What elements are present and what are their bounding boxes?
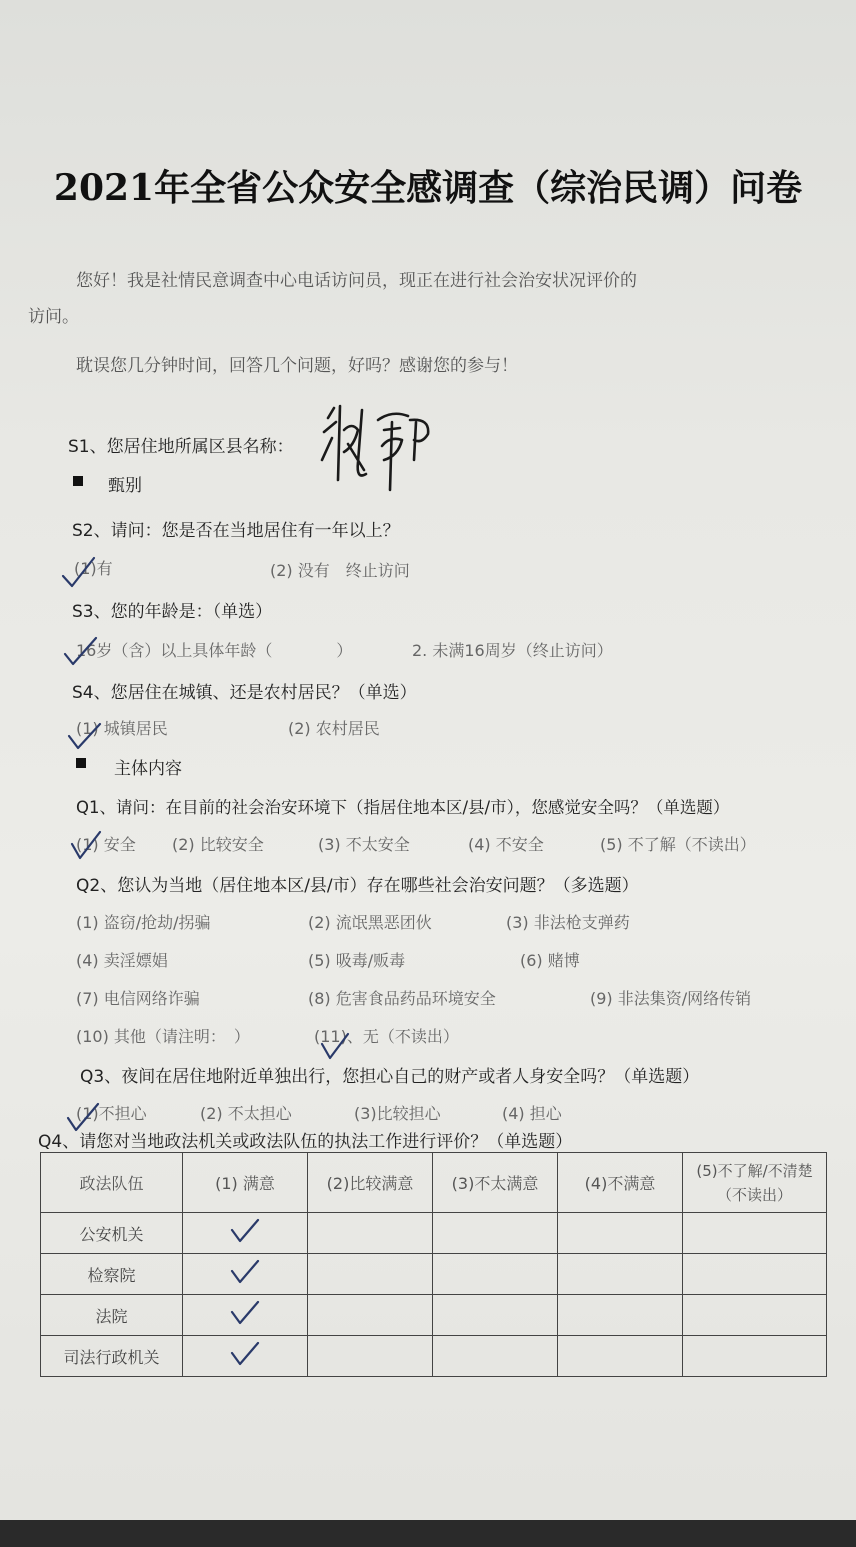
checkmark-icon [230,1259,260,1285]
q3-option-3[interactable]: (3)比较担心 [354,1104,441,1123]
row-label: 公安机关 [41,1213,183,1254]
square-bullet-icon [73,476,83,486]
s4-option-2[interactable]: (2) 农村居民 [288,719,380,738]
row-label: 检察院 [41,1254,183,1295]
column-header: (2)比较满意 [308,1153,433,1213]
q2-option-2[interactable]: (2) 流氓黑恶团伙 [308,913,432,932]
section-screening: 甄别 [108,476,142,496]
rating-cell[interactable] [558,1336,683,1377]
rating-cell[interactable] [683,1336,827,1377]
column-header: 政法队伍 [41,1153,183,1213]
column-header: (3)不太满意 [433,1153,558,1213]
q2-option-7[interactable]: (7) 电信网络诈骗 [76,989,200,1008]
q2-option-1[interactable]: (1) 盗窃/抢劫/拐骗 [76,913,211,932]
rating-cell[interactable] [308,1254,433,1295]
q2-option-9[interactable]: (9) 非法集资/网络传销 [590,989,752,1008]
q4-evaluation-table [40,1152,827,1377]
handwritten-signature [318,400,436,492]
rating-cell[interactable] [558,1213,683,1254]
rating-cell[interactable] [683,1254,827,1295]
q2-option-8[interactable]: (8) 危害食品药品环境安全 [308,989,496,1008]
intro-line-1: 您好！我是社情民意调查中心电话访问员，现正在进行社会治安状况评价的 [76,271,637,291]
background-shadow [0,1520,856,1547]
rating-cell[interactable] [433,1295,558,1336]
section-main: 主体内容 [114,759,182,779]
rating-cell[interactable] [558,1295,683,1336]
q1-question: Q1、请问：在目前的社会治安环境下（指居住地本区/县/市），您感觉安全吗？（单选题） [76,798,730,817]
page-title: 2021年全省公众安全感调查（综治民调）问卷 [53,167,803,209]
checkmark-icon [68,830,106,862]
row-label: 司法行政机关 [41,1336,183,1377]
rating-cell[interactable] [683,1295,827,1336]
table-row [41,1254,827,1295]
checkmark-icon [318,1030,356,1062]
s3-option-1[interactable]: 16岁（含）以上具体年龄（ ） [76,641,353,660]
s2-option-1[interactable]: (1)有 [74,559,113,578]
q3-option-2[interactable]: (2) 不太担心 [200,1104,292,1123]
rating-cell[interactable] [308,1295,433,1336]
q1-option-4[interactable]: (4) 不安全 [468,835,544,854]
column-header: (4)不满意 [558,1153,683,1213]
checkmark-icon [230,1218,260,1244]
rating-cell[interactable] [433,1336,558,1377]
rating-cell[interactable] [183,1254,308,1295]
q2-option-3[interactable]: (3) 非法枪支弹药 [506,913,630,932]
s3-question: S3、您的年龄是：（单选） [72,602,273,622]
rating-cell[interactable] [183,1336,308,1377]
table-row [41,1295,827,1336]
checkmark-icon [230,1300,260,1326]
q1-option-3[interactable]: (3) 不太安全 [318,835,410,854]
intro-line-3: 耽误您几分钟时间，回答几个问题，好吗？感谢您的参与！ [76,356,518,376]
checkmark-icon [60,556,98,588]
s1-label: S1、您居住地所属区县名称： [68,437,294,457]
checkmark-icon [62,636,100,668]
q2-option-5[interactable]: (5) 吸毒/贩毒 [308,951,406,970]
rating-cell[interactable] [183,1213,308,1254]
q1-option-1[interactable]: (1) 安全 [76,835,136,854]
s3-option-2[interactable]: 2. 未满16周岁（终止访问） [412,641,613,660]
q1-option-2[interactable]: (2) 比较安全 [172,835,264,854]
rating-cell[interactable] [683,1213,827,1254]
rating-cell[interactable] [183,1295,308,1336]
rating-cell[interactable] [308,1336,433,1377]
checkmark-icon [66,720,104,752]
q3-option-1[interactable]: (1)不担心 [76,1104,147,1123]
q2-option-6[interactable]: (6) 赌博 [520,951,580,970]
rating-cell[interactable] [433,1254,558,1295]
q2-option-4[interactable]: (4) 卖淫嫖娼 [76,951,168,970]
q2-option-11[interactable]: (11)、无（不读出） [314,1027,459,1046]
rating-cell[interactable] [433,1213,558,1254]
rating-cell[interactable] [308,1213,433,1254]
s2-question: S2、请问：您是否在当地居住有一年以上？ [72,521,400,541]
s4-question: S4、您居住在城镇、还是农村居民？（单选） [72,683,417,703]
q2-question: Q2、您认为当地（居住地本区/县/市）存在哪些社会治安问题？（多选题） [76,876,639,896]
square-bullet-icon [76,758,86,768]
s2-option-2[interactable]: (2) 没有 终止访问 [270,561,410,580]
column-header: (5)不了解/不清楚（不读出） [683,1153,827,1213]
table-row [41,1336,827,1377]
table-header-row [41,1153,827,1213]
q3-question: Q3、夜间在居住地附近单独出行，您担心自己的财产或者人身安全吗？（单选题） [80,1067,700,1087]
table-row [41,1213,827,1254]
q4-question: Q4、请您对当地政法机关或政法队伍的执法工作进行评价？（单选题） [38,1132,573,1152]
q1-option-5[interactable]: (5) 不了解（不读出） [600,835,756,854]
s4-option-1[interactable]: (1) 城镇居民 [76,719,168,738]
q2-option-10[interactable]: (10) 其他（请注明： ） [76,1027,250,1046]
checkmark-icon [230,1341,260,1367]
intro-line-2: 访问。 [28,307,79,327]
row-label: 法院 [41,1295,183,1336]
column-header: (1) 满意 [183,1153,308,1213]
rating-cell[interactable] [558,1254,683,1295]
q3-option-4[interactable]: (4) 担心 [502,1104,562,1123]
